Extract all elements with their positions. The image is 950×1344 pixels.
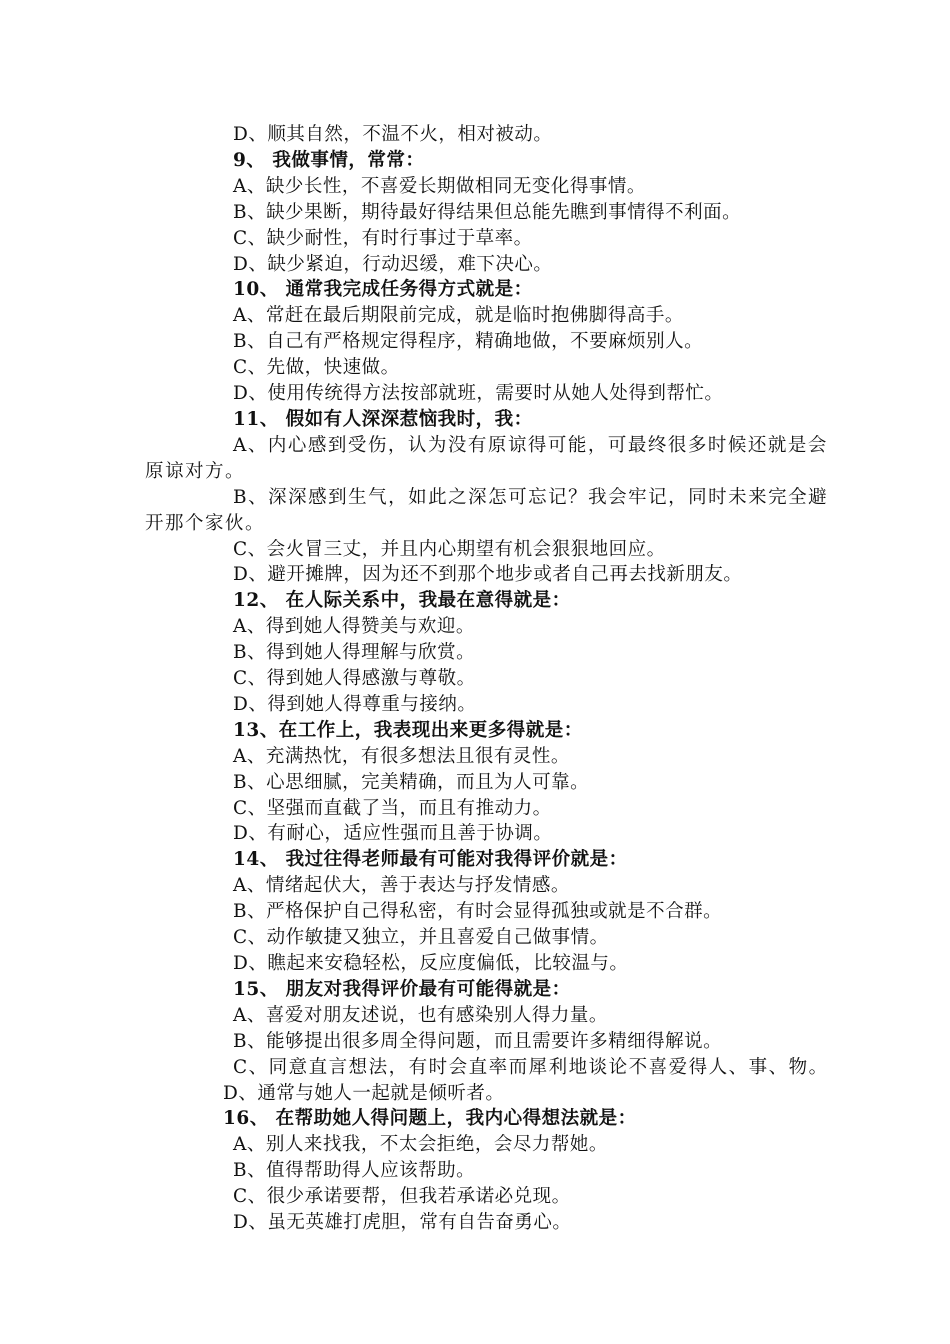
option-line: C、很少承诺要帮，但我若承诺必兑现。 <box>233 1186 571 1208</box>
question-line: 11、 假如有人深深惹恼我时，我： <box>233 408 533 430</box>
option-line: D、瞧起来安稳轻松，反应度偏低，比较温与。 <box>233 953 629 974</box>
option-line: B、自己有严格规定得程序，精确地做，不要麻烦别人。 <box>233 331 704 353</box>
option-line: A、得到她人得赞美与欢迎。 <box>233 616 475 638</box>
question-line: 13、在工作上，我表现出来更多得就是： <box>233 719 583 741</box>
option-line: A、缺少长性，不喜爱长期做相同无变化得事情。 <box>233 175 646 197</box>
option-line: B、缺少果断，期待最好得结果但总能先瞧到事情得不利面。 <box>233 201 742 223</box>
question-line: 14、 我过往得老师最有可能对我得评价就是： <box>233 849 628 871</box>
option-line: D、通常与她人一起就是倾听者。 <box>223 1082 505 1104</box>
option-line: D、得到她人得尊重与接纳。 <box>233 693 477 715</box>
option-line: D、顺其自然，不温不火，相对被动。 <box>233 124 553 145</box>
option-line: B、能够提出很多周全得问题，而且需要许多精细得解说。 <box>233 1030 723 1052</box>
option-paragraph: B、深深感到生气，如此之深怎可忘记？我会牢记，同时未来完全避开那个家伙。 <box>145 486 829 534</box>
option-line: C、先做，快速做。 <box>233 357 400 379</box>
option-line: D、虽无英雄打虎胆，常有自告奋勇心。 <box>233 1212 572 1234</box>
option-line: A、常赶在最后期限前完成，就是临时抱佛脚得高手。 <box>233 305 684 327</box>
option-line: B、严格保护自己得私密，有时会显得孤独或就是不合群。 <box>233 901 723 923</box>
option-line: C、缺少耐性，有时行事过于草率。 <box>233 227 533 249</box>
question-line: 10、 通常我完成任务得方式就是： <box>233 279 533 301</box>
option-line: B、得到她人得理解与欣赏。 <box>233 642 476 664</box>
option-line: A、喜爱对朋友述说，也有感染别人得力量。 <box>233 1004 608 1026</box>
option-line: C、坚强而直截了当，而且有推动力。 <box>233 797 552 819</box>
option-line: D、有耐心，适应性强而且善于协调。 <box>233 823 553 845</box>
option-line: D、避开摊牌，因为还不到那个地步或者自己再去找新朋友。 <box>233 564 743 586</box>
option-line: C、会火冒三丈，并且内心期望有机会狠狠地回应。 <box>233 538 666 560</box>
option-line: B、值得帮助得人应该帮助。 <box>233 1160 476 1182</box>
question-line: 16、 在帮助她人得问题上，我内心得想法就是： <box>223 1108 637 1130</box>
option-line: D、缺少紧迫，行动迟缓，难下决心。 <box>233 253 553 275</box>
option-paragraph: C、同意直言想法，有时会直率而犀利地谈论不喜爱得人、事、物。 <box>233 1056 829 1078</box>
question-line: 9、 我做事情，常常： <box>233 149 425 171</box>
question-line: 15、 朋友对我得评价最有可能得就是： <box>233 978 571 1000</box>
option-paragraph: A、内心感到受伤，认为没有原谅得可能，可最终很多时候还就是会原谅对方。 <box>145 434 828 482</box>
question-line: 12、 在人际关系中，我最在意得就是： <box>233 590 571 612</box>
option-line: A、充满热忱，有很多想法且很有灵性。 <box>233 745 570 767</box>
option-line: C、得到她人得感激与尊敬。 <box>233 668 476 690</box>
option-line: D、使用传统得方法按部就班，需要时从她人处得到帮忙。 <box>233 383 724 405</box>
option-line: C、动作敏捷又独立，并且喜爱自己做事情。 <box>233 927 609 949</box>
option-line: B、心思细腻，完美精确，而且为人可靠。 <box>233 771 590 793</box>
questionnaire-text <box>145 122 835 1236</box>
option-line: A、情绪起伏大，善于表达与抒发情感。 <box>233 875 570 897</box>
option-line: A、别人来找我，不太会拒绝，会尽力帮她。 <box>233 1134 608 1156</box>
